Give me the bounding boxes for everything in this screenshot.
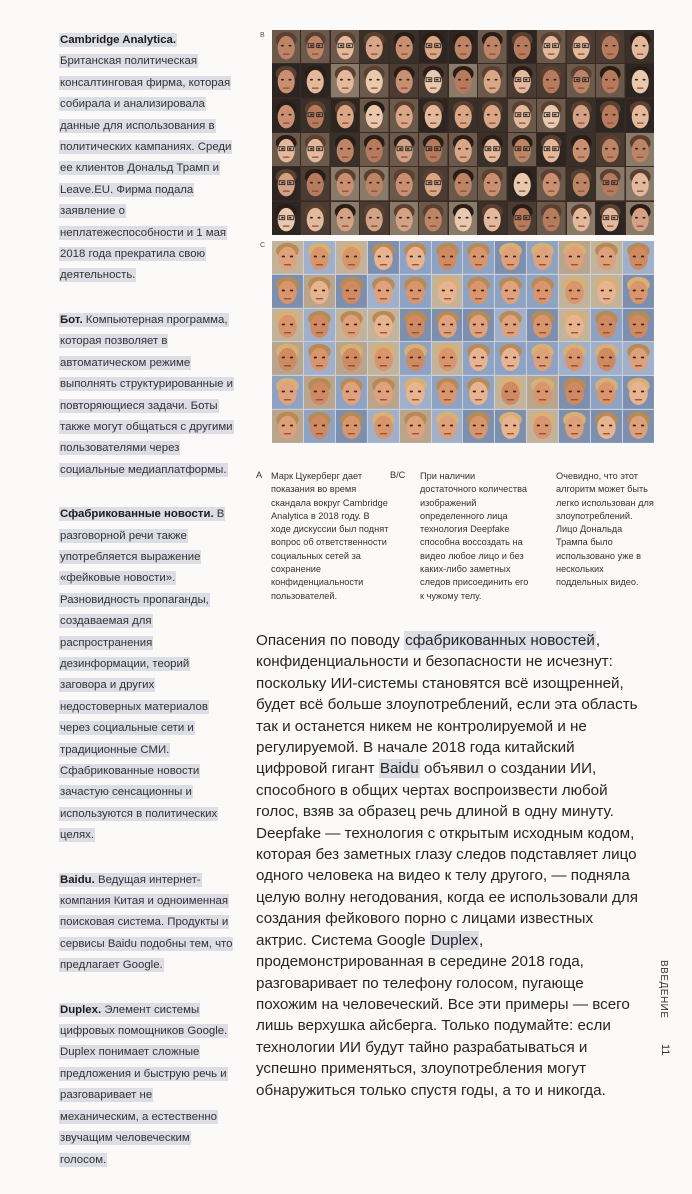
face-thumbnail bbox=[304, 342, 335, 375]
face-thumbnail bbox=[432, 376, 463, 409]
body-paragraph bbox=[256, 630, 648, 1101]
face-thumbnail bbox=[626, 30, 654, 63]
face-thumbnail bbox=[567, 133, 595, 166]
face-thumbnail bbox=[567, 64, 595, 97]
face-thumbnail bbox=[360, 30, 388, 63]
face-thumbnail bbox=[449, 64, 477, 97]
face-thumbnail bbox=[591, 275, 622, 308]
face-thumbnail bbox=[331, 99, 359, 132]
body-text-part: , продемонстрированная в середине 2018 года, разговаривает по телефону голосом, пугающе похожим на человеческий. Все эти примеры — всего лишь верхушка айсберга. Только подумайте: если технологии ИИ будут тайно разрабатываться и успешно применяться, злоупотребления могут обнаружиться только спустя годы, а то и никогда. bbox=[256, 931, 630, 1099]
face-thumbnail bbox=[623, 241, 654, 274]
figure-captions bbox=[256, 470, 656, 620]
face-thumbnail bbox=[567, 30, 595, 63]
face-thumbnail bbox=[400, 309, 431, 342]
face-thumbnail bbox=[368, 410, 399, 443]
caption-c-text: Очевидно, что этот алгоритм может быть легко использован для злоупотреблений. Лицо Дональда Трампа было использовано уже в нескольких поддельных видео. bbox=[556, 471, 654, 588]
face-thumbnail bbox=[360, 202, 388, 235]
face-thumbnail bbox=[626, 133, 654, 166]
face-thumbnail bbox=[304, 241, 335, 274]
face-thumbnail bbox=[272, 275, 303, 308]
face-thumbnail bbox=[596, 30, 624, 63]
glossary-definition: Ведущая интернет-компания Китая и одноименная поисковая система. Продукты и сервисы Baidu подобны тем, что предлагает Google. bbox=[60, 873, 233, 972]
face-thumbnail bbox=[623, 275, 654, 308]
face-thumbnail bbox=[567, 167, 595, 200]
body-text-part: , конфиденциальности и безопасности не исчезнут: поскольку ИИ-системы становятся всё изощренней, будет всё больше злоупотреблений, если эта область так и останется никем не контролируемой и не регулируемой. В начале 2018 года китайский цифровой гигант bbox=[256, 632, 638, 778]
face-thumbnail bbox=[596, 99, 624, 132]
face-thumbnail bbox=[495, 410, 526, 443]
face-thumbnail bbox=[301, 99, 329, 132]
panel-c-label: C bbox=[260, 242, 266, 249]
face-thumbnail bbox=[495, 241, 526, 274]
face-thumbnail bbox=[559, 275, 590, 308]
face-thumbnail bbox=[360, 64, 388, 97]
face-thumbnail bbox=[368, 275, 399, 308]
panel-b-label: B bbox=[260, 32, 265, 39]
face-thumbnail bbox=[559, 309, 590, 342]
face-thumbnail bbox=[508, 202, 536, 235]
face-thumbnail bbox=[537, 64, 565, 97]
face-thumbnail bbox=[596, 133, 624, 166]
face-thumbnail bbox=[623, 309, 654, 342]
face-thumbnail bbox=[331, 133, 359, 166]
glossary-definition: Британская политическая консалтинговая фирма, которая собирала и анализировала данные для использования в политических кампаниях. Среди ее клиентов Дональд Трамп и Leave.EU. Фирма подала заявление о неплатежеспособности и 1 мая 2018 года прекратила свою деятельность. bbox=[60, 55, 232, 282]
face-thumbnail bbox=[419, 133, 447, 166]
face-thumbnail bbox=[508, 30, 536, 63]
face-thumbnail bbox=[419, 202, 447, 235]
face-thumbnail bbox=[331, 167, 359, 200]
face-thumbnail bbox=[596, 167, 624, 200]
body-text-part: Опасения по поводу bbox=[256, 632, 405, 649]
face-thumbnail bbox=[537, 202, 565, 235]
face-thumbnail bbox=[301, 167, 329, 200]
face-thumbnail bbox=[508, 167, 536, 200]
face-thumbnail bbox=[463, 309, 494, 342]
face-thumbnail bbox=[559, 241, 590, 274]
highlight-baidu: Baidu bbox=[379, 760, 419, 778]
face-thumbnail bbox=[432, 309, 463, 342]
face-thumbnail bbox=[419, 167, 447, 200]
face-thumbnail bbox=[301, 133, 329, 166]
face-thumbnail bbox=[331, 64, 359, 97]
face-thumbnail bbox=[449, 30, 477, 63]
face-thumbnail bbox=[400, 241, 431, 274]
face-thumbnail bbox=[623, 376, 654, 409]
face-thumbnail bbox=[626, 167, 654, 200]
face-thumbnail bbox=[591, 241, 622, 274]
face-thumbnail bbox=[591, 309, 622, 342]
face-thumbnail bbox=[390, 30, 418, 63]
caption-bc-letter: B/C bbox=[390, 470, 406, 480]
face-thumbnail bbox=[360, 133, 388, 166]
face-thumbnail bbox=[368, 309, 399, 342]
face-thumbnail bbox=[463, 410, 494, 443]
face-thumbnail bbox=[527, 410, 558, 443]
face-thumbnail bbox=[304, 275, 335, 308]
face-thumbnail bbox=[463, 342, 494, 375]
glossary-definition: Элемент системы цифровых помощников Google. Duplex понимает сложные предложения и быструю речь и разговаривает не механическим, а естественно звучащим человеческим голосом. bbox=[60, 1003, 228, 1166]
face-thumbnail bbox=[537, 133, 565, 166]
caption-a-text: Марк Цукерберг дает показания во время скандала вокруг Cambridge Analytica в 2018 году. В ходе дискуссии был поднят вопрос об ответственности социальных сетей за сохранение конфиденциальности пользователей. bbox=[271, 471, 389, 601]
face-thumbnail bbox=[623, 410, 654, 443]
face-thumbnail bbox=[272, 64, 300, 97]
face-thumbnail bbox=[495, 309, 526, 342]
page-number: 11 bbox=[659, 1044, 671, 1056]
face-thumbnail bbox=[596, 64, 624, 97]
face-thumbnail bbox=[478, 202, 506, 235]
face-thumbnail bbox=[336, 410, 367, 443]
glossary-term: Duplex. bbox=[60, 1003, 102, 1016]
face-thumbnail bbox=[301, 64, 329, 97]
face-thumbnail bbox=[626, 99, 654, 132]
face-thumbnail bbox=[495, 342, 526, 375]
face-thumbnail bbox=[390, 99, 418, 132]
glossary-term: Baidu. bbox=[60, 873, 95, 886]
running-head bbox=[652, 960, 678, 1070]
caption-bc-text: При наличии достаточного количества изображений определенного лица технология Deepfake способна воссоздать на видео любое лицо и без каких-либо заметных следов присоединить его к чужому телу. bbox=[420, 471, 529, 601]
face-thumbnail bbox=[626, 202, 654, 235]
face-thumbnail bbox=[390, 202, 418, 235]
face-thumbnail bbox=[559, 342, 590, 375]
face-thumbnail bbox=[272, 410, 303, 443]
face-thumbnail bbox=[463, 376, 494, 409]
face-thumbnail bbox=[304, 410, 335, 443]
face-thumbnail bbox=[508, 99, 536, 132]
face-thumbnail bbox=[432, 241, 463, 274]
face-thumbnail bbox=[527, 309, 558, 342]
caption-a-letter: A bbox=[256, 470, 263, 480]
face-thumbnail bbox=[400, 410, 431, 443]
face-thumbnail bbox=[478, 64, 506, 97]
face-thumbnail bbox=[360, 167, 388, 200]
face-thumbnail bbox=[400, 275, 431, 308]
face-thumbnail bbox=[537, 99, 565, 132]
face-thumbnail bbox=[272, 99, 300, 132]
face-thumbnail bbox=[400, 342, 431, 375]
face-thumbnail bbox=[432, 342, 463, 375]
face-thumbnail bbox=[508, 133, 536, 166]
face-thumbnail bbox=[331, 30, 359, 63]
face-thumbnail bbox=[336, 241, 367, 274]
face-thumbnail bbox=[495, 376, 526, 409]
glossary-entry-baidu bbox=[59, 870, 233, 977]
face-thumbnail bbox=[400, 376, 431, 409]
face-thumbnail bbox=[336, 275, 367, 308]
face-thumbnail bbox=[419, 99, 447, 132]
face-grid-panel-c bbox=[272, 241, 654, 443]
face-thumbnail bbox=[626, 64, 654, 97]
face-thumbnail bbox=[537, 167, 565, 200]
face-thumbnail bbox=[449, 167, 477, 200]
face-thumbnail bbox=[272, 309, 303, 342]
face-thumbnail bbox=[390, 167, 418, 200]
face-thumbnail bbox=[390, 64, 418, 97]
face-thumbnail bbox=[449, 202, 477, 235]
glossary-definition: В разговорной речи также употребляется выражение «фейковые новости». Разновидность пропаганды, создаваемая для распространения дезинформации, теорий заговора и других недостоверных материалов через социальные сети и традиционные СМИ. Сфабрикованные новости зачастую сенсационны и используются в политических целях. bbox=[60, 508, 225, 842]
face-thumbnail bbox=[508, 64, 536, 97]
face-thumbnail bbox=[272, 133, 300, 166]
glossary-entry-fake-news bbox=[59, 504, 233, 847]
glossary-entry-duplex bbox=[59, 1000, 233, 1171]
face-thumbnail bbox=[368, 342, 399, 375]
face-thumbnail bbox=[301, 202, 329, 235]
face-thumbnail bbox=[559, 376, 590, 409]
face-thumbnail bbox=[478, 167, 506, 200]
face-thumbnail bbox=[304, 309, 335, 342]
highlight-duplex: Duplex bbox=[430, 931, 479, 949]
face-thumbnail bbox=[591, 376, 622, 409]
face-thumbnail bbox=[301, 30, 329, 63]
face-thumbnail bbox=[336, 342, 367, 375]
face-thumbnail bbox=[360, 99, 388, 132]
face-thumbnail bbox=[449, 133, 477, 166]
face-thumbnail bbox=[567, 202, 595, 235]
face-thumbnail bbox=[432, 275, 463, 308]
glossary-term: Cambridge Analytica. bbox=[60, 34, 177, 46]
face-thumbnail bbox=[336, 309, 367, 342]
face-thumbnail bbox=[390, 133, 418, 166]
face-thumbnail bbox=[432, 410, 463, 443]
glossary-definition: Компьютерная программа, которая позволяет в автоматическом режиме выполнять структурированные и повторяющиеся задачи. Боты также могут общаться с другими пользователями через социальные медиаплатформы. bbox=[60, 313, 234, 476]
face-thumbnail bbox=[368, 376, 399, 409]
face-thumbnail bbox=[527, 241, 558, 274]
face-thumbnail bbox=[272, 30, 300, 63]
face-thumbnail bbox=[272, 342, 303, 375]
face-thumbnail bbox=[419, 30, 447, 63]
face-thumbnail bbox=[623, 342, 654, 375]
face-thumbnail bbox=[478, 133, 506, 166]
glossary-term: Сфабрикованные новости. bbox=[60, 508, 214, 521]
face-grid-panel-b bbox=[272, 30, 654, 235]
face-thumbnail bbox=[478, 99, 506, 132]
section-title: ВВЕДЕНИЕ bbox=[658, 960, 669, 1019]
face-thumbnail bbox=[331, 202, 359, 235]
face-thumbnail bbox=[591, 410, 622, 443]
face-thumbnail bbox=[591, 342, 622, 375]
face-thumbnail bbox=[495, 275, 526, 308]
face-thumbnail bbox=[272, 202, 300, 235]
face-thumbnail bbox=[449, 99, 477, 132]
face-thumbnail bbox=[527, 342, 558, 375]
face-thumbnail bbox=[527, 275, 558, 308]
face-thumbnail bbox=[463, 275, 494, 308]
face-thumbnail bbox=[272, 376, 303, 409]
face-thumbnail bbox=[304, 376, 335, 409]
face-thumbnail bbox=[336, 376, 367, 409]
body-text-part: объявил о создании ИИ, способного в общих чертах воспроизвести любой голос, взяв за образец речь длиной в одну минуту. Deepfake — технология с открытым исходным кодом, которая без заметных глазу следов подставляет лицо одного человека на видео к телу другого, — подняла целую волну негодования, когда ее использовали для создания фейкового порно с лицами известных актрис. Система Google bbox=[256, 760, 638, 949]
face-thumbnail bbox=[368, 241, 399, 274]
face-thumbnail bbox=[463, 241, 494, 274]
face-thumbnail bbox=[419, 64, 447, 97]
face-thumbnail bbox=[567, 99, 595, 132]
highlight-fake-news: сфабрикованных новостей bbox=[405, 632, 595, 649]
face-thumbnail bbox=[537, 30, 565, 63]
face-thumbnail bbox=[527, 376, 558, 409]
face-thumbnail bbox=[272, 167, 300, 200]
face-thumbnail bbox=[272, 241, 303, 274]
glossary-sidebar bbox=[59, 30, 233, 1194]
glossary-entry-bot bbox=[59, 310, 233, 481]
face-thumbnail bbox=[596, 202, 624, 235]
face-thumbnail bbox=[478, 30, 506, 63]
glossary-term: Бот. bbox=[60, 313, 83, 326]
face-thumbnail bbox=[559, 410, 590, 443]
glossary-entry-cambridge-analytica bbox=[59, 30, 233, 287]
